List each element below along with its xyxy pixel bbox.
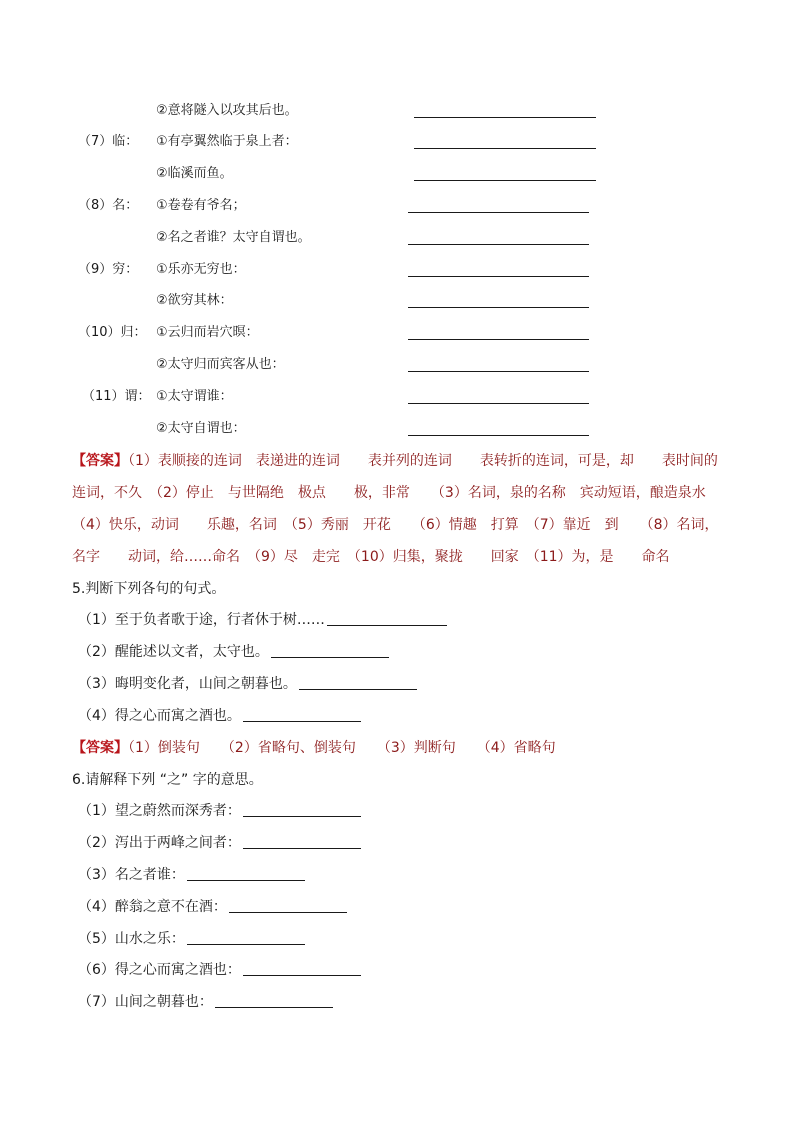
answer-blank[interactable]: [414, 148, 596, 149]
answer-blank[interactable]: [408, 307, 589, 308]
answer-blank[interactable]: [243, 721, 361, 722]
q6-item: [78, 958, 361, 982]
item-sentence: ①太守谓谁：: [156, 389, 233, 404]
item-sentence: ②意将隧入以攻其后也。: [156, 103, 298, 118]
answer-blank[interactable]: [408, 435, 589, 436]
item-sentence: （2）泻出于两峰之间者：: [78, 835, 241, 851]
answer-blank[interactable]: [299, 689, 417, 690]
answer-line: 连词，不久 （2）停止 与世隔绝 极点 极，非常 （3）名词，泉的名称 宾动短语，酿造泉水: [72, 485, 706, 501]
answer-blank[interactable]: [414, 117, 596, 118]
q5-item: [78, 640, 389, 664]
question-5-title: 5.判断下列各句的句式。: [72, 581, 226, 597]
answer-blank[interactable]: [187, 880, 305, 881]
q6-item: [78, 927, 305, 951]
answer-blank[interactable]: [243, 816, 361, 817]
answer-line: （4）快乐，动词 乐趣，名词 （5）秀丽 开花 （6）情趣 打算 （7）靠近 到 （8）名词，: [72, 517, 719, 533]
item-sentence: （2）醒能述以文者，太守也。: [78, 644, 269, 660]
q6-item: [78, 799, 361, 823]
item-number: （7）临：: [78, 134, 139, 149]
answer-line: 名字 动词，给……命名 （9）尽 走完 （10）归集，聚拢 回家 （11）为，是 命名: [72, 549, 670, 565]
item-sentence: ①云归而岩穴暝：: [156, 325, 259, 340]
item-number: （11）谓：: [82, 389, 151, 404]
item-sentence: ①卷卷有爷名；: [156, 198, 246, 213]
answer-blank[interactable]: [408, 339, 589, 340]
item-sentence: （1）至于负者歌于途，行者休于树……: [78, 612, 325, 628]
q5-item: [78, 608, 447, 632]
item-sentence: （5）山水之乐：: [78, 931, 185, 947]
item-sentence: （1）望之蔚然而深秀者：: [78, 803, 241, 819]
item-number: （9）穷：: [78, 262, 139, 277]
q6-item: [78, 831, 361, 855]
answer-text: （1）倒装句 （2）省略句、倒装句 （3）判断句 （4）省略句: [128, 740, 556, 756]
item-sentence: ①有亭翼然临于泉上者：: [156, 134, 298, 149]
item-sentence: ②太守归而宾客从也：: [156, 357, 285, 372]
item-sentence: ②名之者谁？太守自谓也。: [156, 230, 311, 245]
q5-item: [78, 672, 417, 696]
answer-tag: 【答案】: [72, 453, 128, 469]
answer-blank[interactable]: [408, 371, 589, 372]
answer-line: [72, 449, 718, 473]
answer-blank[interactable]: [414, 180, 596, 181]
q5-item: [78, 704, 361, 728]
item-sentence: （4）得之心而寓之酒也。: [78, 708, 241, 724]
answer-blank[interactable]: [187, 944, 305, 945]
item-sentence: （4）醉翁之意不在酒：: [78, 899, 227, 915]
answer-blank[interactable]: [327, 625, 447, 626]
answer-text: （1）表顺接的连词 表递进的连词 表并列的连词 表转折的连词，可是，却 表时间的: [128, 453, 718, 469]
q6-item: [78, 990, 333, 1014]
answer-line: [72, 736, 556, 760]
q6-item: [78, 895, 347, 919]
answer-blank[interactable]: [408, 212, 589, 213]
item-sentence: ②临溪而鱼。: [156, 166, 233, 181]
answer-blank[interactable]: [408, 276, 589, 277]
answer-blank[interactable]: [408, 244, 589, 245]
answer-blank[interactable]: [243, 975, 361, 976]
answer-blank[interactable]: [408, 403, 589, 404]
answer-blank[interactable]: [243, 848, 361, 849]
q6-item: [78, 863, 305, 887]
item-sentence: ②太守自谓也：: [156, 421, 246, 436]
item-sentence: ②欲穷其林：: [156, 293, 233, 308]
item-sentence: （7）山间之朝暮也：: [78, 994, 213, 1010]
answer-blank[interactable]: [271, 657, 389, 658]
item-sentence: （3）晦明变化者，山间之朝暮也。: [78, 676, 297, 692]
answer-blank[interactable]: [229, 912, 347, 913]
answer-tag: 【答案】: [72, 740, 128, 756]
answer-blank[interactable]: [215, 1007, 333, 1008]
item-number: （8）名：: [78, 198, 139, 213]
item-sentence: （6）得之心而寓之酒也：: [78, 962, 241, 978]
question-6-title: 6.请解释下列 “之” 字的意思。: [72, 772, 263, 788]
item-sentence: （3）名之者谁：: [78, 867, 185, 883]
item-number: （10）归：: [78, 325, 147, 340]
item-sentence: ①乐亦无穷也：: [156, 262, 246, 277]
